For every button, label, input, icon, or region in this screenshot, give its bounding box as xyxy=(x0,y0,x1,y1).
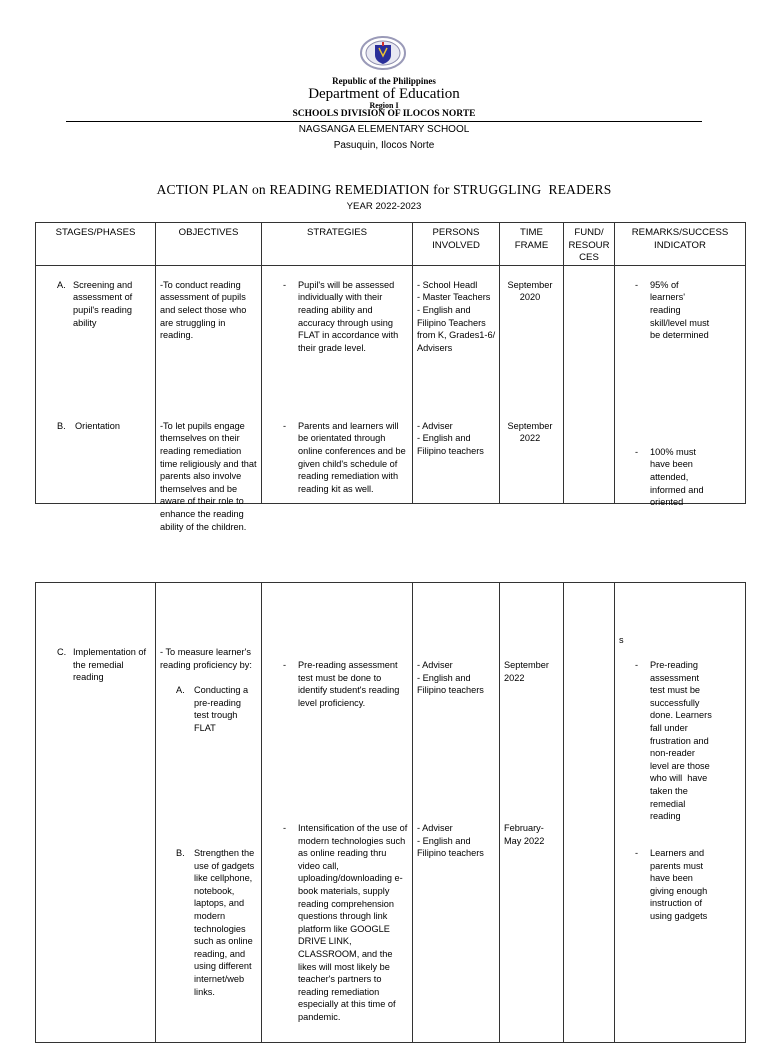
col-time-header: TIME FRAME xyxy=(500,223,564,266)
text-line: September xyxy=(507,279,553,290)
text-line: Filipino teachers xyxy=(417,848,484,859)
time-c1 xyxy=(504,659,564,684)
text-line: Filipino teachers xyxy=(417,685,484,696)
text-line: accuracy through using xyxy=(298,317,393,328)
stage-a-letter: A. xyxy=(57,279,66,290)
text-line: test must be xyxy=(650,685,701,696)
text-line: pandemic. xyxy=(298,1011,341,1022)
stage-a-text xyxy=(73,279,153,329)
text-line: September xyxy=(504,660,549,670)
time-b xyxy=(500,420,560,445)
objectives-cell xyxy=(156,265,262,532)
text-line: test trough xyxy=(194,710,238,721)
text-line: giving enough xyxy=(650,885,708,896)
text-line: book materials, supply xyxy=(298,885,390,896)
text-line: - To measure learner's xyxy=(160,647,251,657)
text-line: using gadgets xyxy=(650,910,708,921)
fund-cell xyxy=(564,265,615,503)
text-line: reading proficiency by: xyxy=(160,659,252,670)
text-line: - Adviser xyxy=(417,660,453,670)
col-persons-header: PERSONS INVOLVED xyxy=(413,223,500,266)
remarks-a-bullet: - xyxy=(635,279,639,290)
text-line: 2020 xyxy=(519,292,541,303)
text-line: ability xyxy=(73,317,97,328)
text-line: done. Learners xyxy=(650,710,712,721)
objective-c-intro xyxy=(160,646,262,671)
objective-c-b xyxy=(194,847,260,998)
text-line: - Master Teachers xyxy=(417,292,491,303)
text-line: Advisers xyxy=(417,342,453,353)
text-line: internet/web xyxy=(194,973,245,984)
text-line: modern technologies such xyxy=(298,835,406,846)
text-line: reading xyxy=(73,672,104,683)
text-line: be orientated through xyxy=(298,433,386,444)
text-line: their grade level. xyxy=(298,342,366,353)
remarks-cell xyxy=(615,265,746,508)
text-line: fall under xyxy=(650,722,688,733)
text-line: questions through link xyxy=(298,911,388,922)
text-line: themselves on their xyxy=(160,433,240,444)
remarks-c1-bullet: - xyxy=(635,660,639,670)
stage-c-text xyxy=(73,646,153,684)
text-line: reading remediation xyxy=(160,445,242,456)
strategy-c1-bullet: - xyxy=(283,660,287,670)
remarks-c2 xyxy=(650,847,742,923)
text-line: Intensification of the use of xyxy=(298,823,408,833)
region-text: Region I xyxy=(369,101,399,110)
text-line: reading kit as well. xyxy=(298,483,374,494)
strategy-b-bullet: - xyxy=(283,420,287,431)
text-line: Strengthen the xyxy=(194,848,255,858)
text-line: 95% of xyxy=(650,279,679,290)
text-line: are struggling in xyxy=(160,317,226,328)
strategy-a xyxy=(298,279,413,355)
text-line: May 2022 xyxy=(504,835,545,846)
text-line: test must be done to xyxy=(298,672,382,683)
text-line: Filipino Teachers xyxy=(417,317,486,328)
text-line: ability of the children. xyxy=(160,521,247,532)
text-line: platform like GOOGLE xyxy=(298,923,390,934)
col-remarks-header: REMARKS/SUCCESS INDICATOR xyxy=(615,223,746,266)
text-line: Learners and xyxy=(650,848,705,858)
strategy-c1 xyxy=(298,659,413,709)
text-line: Implementation of xyxy=(73,647,147,657)
time-a xyxy=(500,279,560,304)
objectives-cell xyxy=(156,583,262,1043)
text-line: Pre-reading assessment xyxy=(298,660,398,670)
text-line: aware of their role to xyxy=(160,496,244,507)
text-line: oriented xyxy=(650,497,684,508)
text-line: online conferences and be xyxy=(298,445,406,456)
school-name: NAGSANGA ELEMENTARY SCHOOL xyxy=(298,124,470,135)
text-line: notebook, xyxy=(194,885,235,896)
text-line: level are those xyxy=(650,760,710,771)
time-cell xyxy=(500,583,564,1043)
text-line: especially at this time of xyxy=(298,999,396,1010)
remarks-c2-bullet: - xyxy=(635,848,639,858)
text-line: 100% must xyxy=(650,446,696,457)
text-line: - Adviser xyxy=(417,823,453,833)
remarks-cell xyxy=(615,583,746,1043)
text-line: non-reader xyxy=(650,748,695,759)
table-row-ab xyxy=(36,265,746,503)
header-divider xyxy=(66,121,702,122)
text-line: - English and xyxy=(417,672,471,683)
republic-text: Republic of the Philippines xyxy=(332,76,436,86)
text-line: learners' xyxy=(650,292,685,303)
text-line: reading remediation with xyxy=(298,471,399,482)
text-line: - English and xyxy=(417,304,471,315)
text-line: have been xyxy=(650,459,693,470)
objective-c-a-letter: A. xyxy=(176,685,185,695)
stage-cell xyxy=(36,583,156,1043)
text-line: September xyxy=(507,420,553,431)
persons-cell xyxy=(413,265,500,503)
text-line: successfully xyxy=(650,697,700,708)
stage-b-text xyxy=(75,420,153,433)
text-line: 2022 xyxy=(519,433,541,444)
text-line: skill/level must xyxy=(650,317,710,328)
text-line: links. xyxy=(194,986,215,997)
objective-c-a xyxy=(194,684,260,734)
text-line: Pupil's will be assessed xyxy=(298,279,395,290)
col-fund-header: FUND/ RESOUR CES xyxy=(564,223,615,266)
school-location: Pasuquin, Ilocos Norte xyxy=(333,140,435,151)
fund-cell xyxy=(564,583,615,1043)
time-cell xyxy=(500,265,564,503)
text-line: - English and xyxy=(417,835,471,846)
text-line: assessment of pupils xyxy=(160,292,246,303)
col-stages-header: STAGES/PHASES xyxy=(36,223,156,266)
text-line: -To conduct reading xyxy=(160,279,241,290)
persons-c2 xyxy=(417,822,500,860)
persons-c1 xyxy=(417,659,500,697)
objective-b xyxy=(160,420,262,533)
school-year: YEAR 2022-2023 xyxy=(346,201,422,212)
text-line: who will have xyxy=(650,773,708,784)
text-line: individually with their xyxy=(298,292,383,303)
text-line: uploading/downloading e- xyxy=(298,873,403,884)
stage-c-letter: C. xyxy=(57,647,67,657)
text-line: the remedial xyxy=(73,659,124,670)
strategy-c2-bullet: - xyxy=(283,823,287,833)
text-line: reading, and xyxy=(194,948,246,959)
document-title: ACTION PLAN on READING REMEDIATION for STRUGGLING READERS xyxy=(156,182,612,197)
text-line: identify student's reading xyxy=(298,685,400,696)
text-line: likes will most likely be xyxy=(298,961,390,972)
text-line: teacher's partners to xyxy=(298,974,382,985)
text-line: reading ability and xyxy=(298,304,373,315)
text-line: Screening and xyxy=(73,279,133,290)
text-line: enhance the reading xyxy=(160,508,244,519)
persons-b xyxy=(417,420,500,458)
remarks-c-mark: s xyxy=(619,635,624,645)
stage-cell xyxy=(36,265,156,503)
text-line: Parents and learners will xyxy=(298,420,399,431)
text-line: attended, xyxy=(650,471,689,482)
text-line: - School Headl xyxy=(417,279,478,290)
text-line: use of gadgets xyxy=(194,860,255,871)
division-text: SCHOOLS DIVISION OF ILOCOS NORTE xyxy=(292,109,476,119)
strategy-c2 xyxy=(298,822,413,1024)
text-line: reading remediation xyxy=(298,986,380,997)
text-line: pre-reading xyxy=(194,697,241,708)
strategies-cell xyxy=(262,583,413,1043)
strategy-b xyxy=(298,420,413,496)
text-line: modern xyxy=(194,910,226,921)
text-line: assessment of xyxy=(73,292,133,303)
text-line: as online reading thru xyxy=(298,848,387,859)
col-objectives-header: OBJECTIVES xyxy=(156,223,262,266)
text-line: have been xyxy=(650,873,693,884)
text-line: such as online xyxy=(194,936,253,947)
text-line: FLAT xyxy=(194,722,216,733)
text-line: February- xyxy=(504,823,544,833)
text-line: - Adviser xyxy=(417,420,453,431)
text-line: be determined xyxy=(650,330,709,341)
text-line: parents must xyxy=(650,860,704,871)
text-line: FLAT in accordance with xyxy=(298,330,399,341)
table-row-c xyxy=(36,583,746,1043)
text-line: like cellphone, xyxy=(194,873,253,884)
text-line: frustration and xyxy=(650,735,709,746)
text-line: reading. xyxy=(160,330,194,341)
col-strategies-header: STRATEGIES xyxy=(262,223,413,266)
objective-a xyxy=(160,279,262,342)
text-line: DRIVE LINK, xyxy=(298,936,352,947)
text-line: video call, xyxy=(298,860,339,871)
text-line: from K, Grades1-6/ xyxy=(417,330,496,341)
text-line: instruction of xyxy=(650,898,703,909)
text-line: laptops, and xyxy=(194,898,245,909)
action-plan-table-1 xyxy=(35,222,746,532)
text-line: reading xyxy=(650,304,681,315)
text-line: assessment xyxy=(650,672,700,683)
remarks-b xyxy=(650,446,742,509)
deped-seal-logo xyxy=(358,36,408,70)
text-line: parents also involve xyxy=(160,471,242,482)
text-line: Filipino teachers xyxy=(417,445,484,456)
text-line: reading comprehension xyxy=(298,898,395,909)
persons-cell xyxy=(413,583,500,1043)
remarks-a xyxy=(650,279,742,342)
text-line: time religiously and that xyxy=(160,458,257,469)
department-title: Department of Education xyxy=(308,86,460,102)
text-line: Pre-reading xyxy=(650,660,699,670)
persons-a xyxy=(417,279,500,355)
strategies-cell xyxy=(262,265,413,503)
text-line: and select those who xyxy=(160,304,247,315)
text-line: remedial xyxy=(650,798,686,809)
action-plan-table-2 xyxy=(35,582,746,1043)
remarks-b-bullet: - xyxy=(635,446,639,457)
strategy-a-bullet: - xyxy=(283,279,287,290)
text-line: Conducting a xyxy=(194,685,249,695)
text-line: pupil's reading xyxy=(73,304,132,315)
text-line: informed and xyxy=(650,484,704,495)
text-line: technologies xyxy=(194,923,246,934)
text-line: -To let pupils engage xyxy=(160,420,245,431)
text-line: - English and xyxy=(417,433,471,444)
text-line: Orientation xyxy=(75,420,120,431)
objective-c-b-letter: B. xyxy=(176,848,185,858)
table-header-row xyxy=(36,223,746,266)
stage-b-letter: B. xyxy=(57,420,66,431)
text-line: reading xyxy=(650,811,681,822)
text-line: given child's schedule of xyxy=(298,458,398,469)
time-c2 xyxy=(504,822,564,847)
text-line: CLASSROOM, and the xyxy=(298,948,393,959)
text-line: themselves and be xyxy=(160,483,238,494)
text-line: level proficiency. xyxy=(298,697,366,708)
text-line: using different xyxy=(194,961,252,972)
text-line: taken the xyxy=(650,785,688,796)
text-line: 2022 xyxy=(504,672,525,683)
remarks-c1 xyxy=(650,659,742,823)
